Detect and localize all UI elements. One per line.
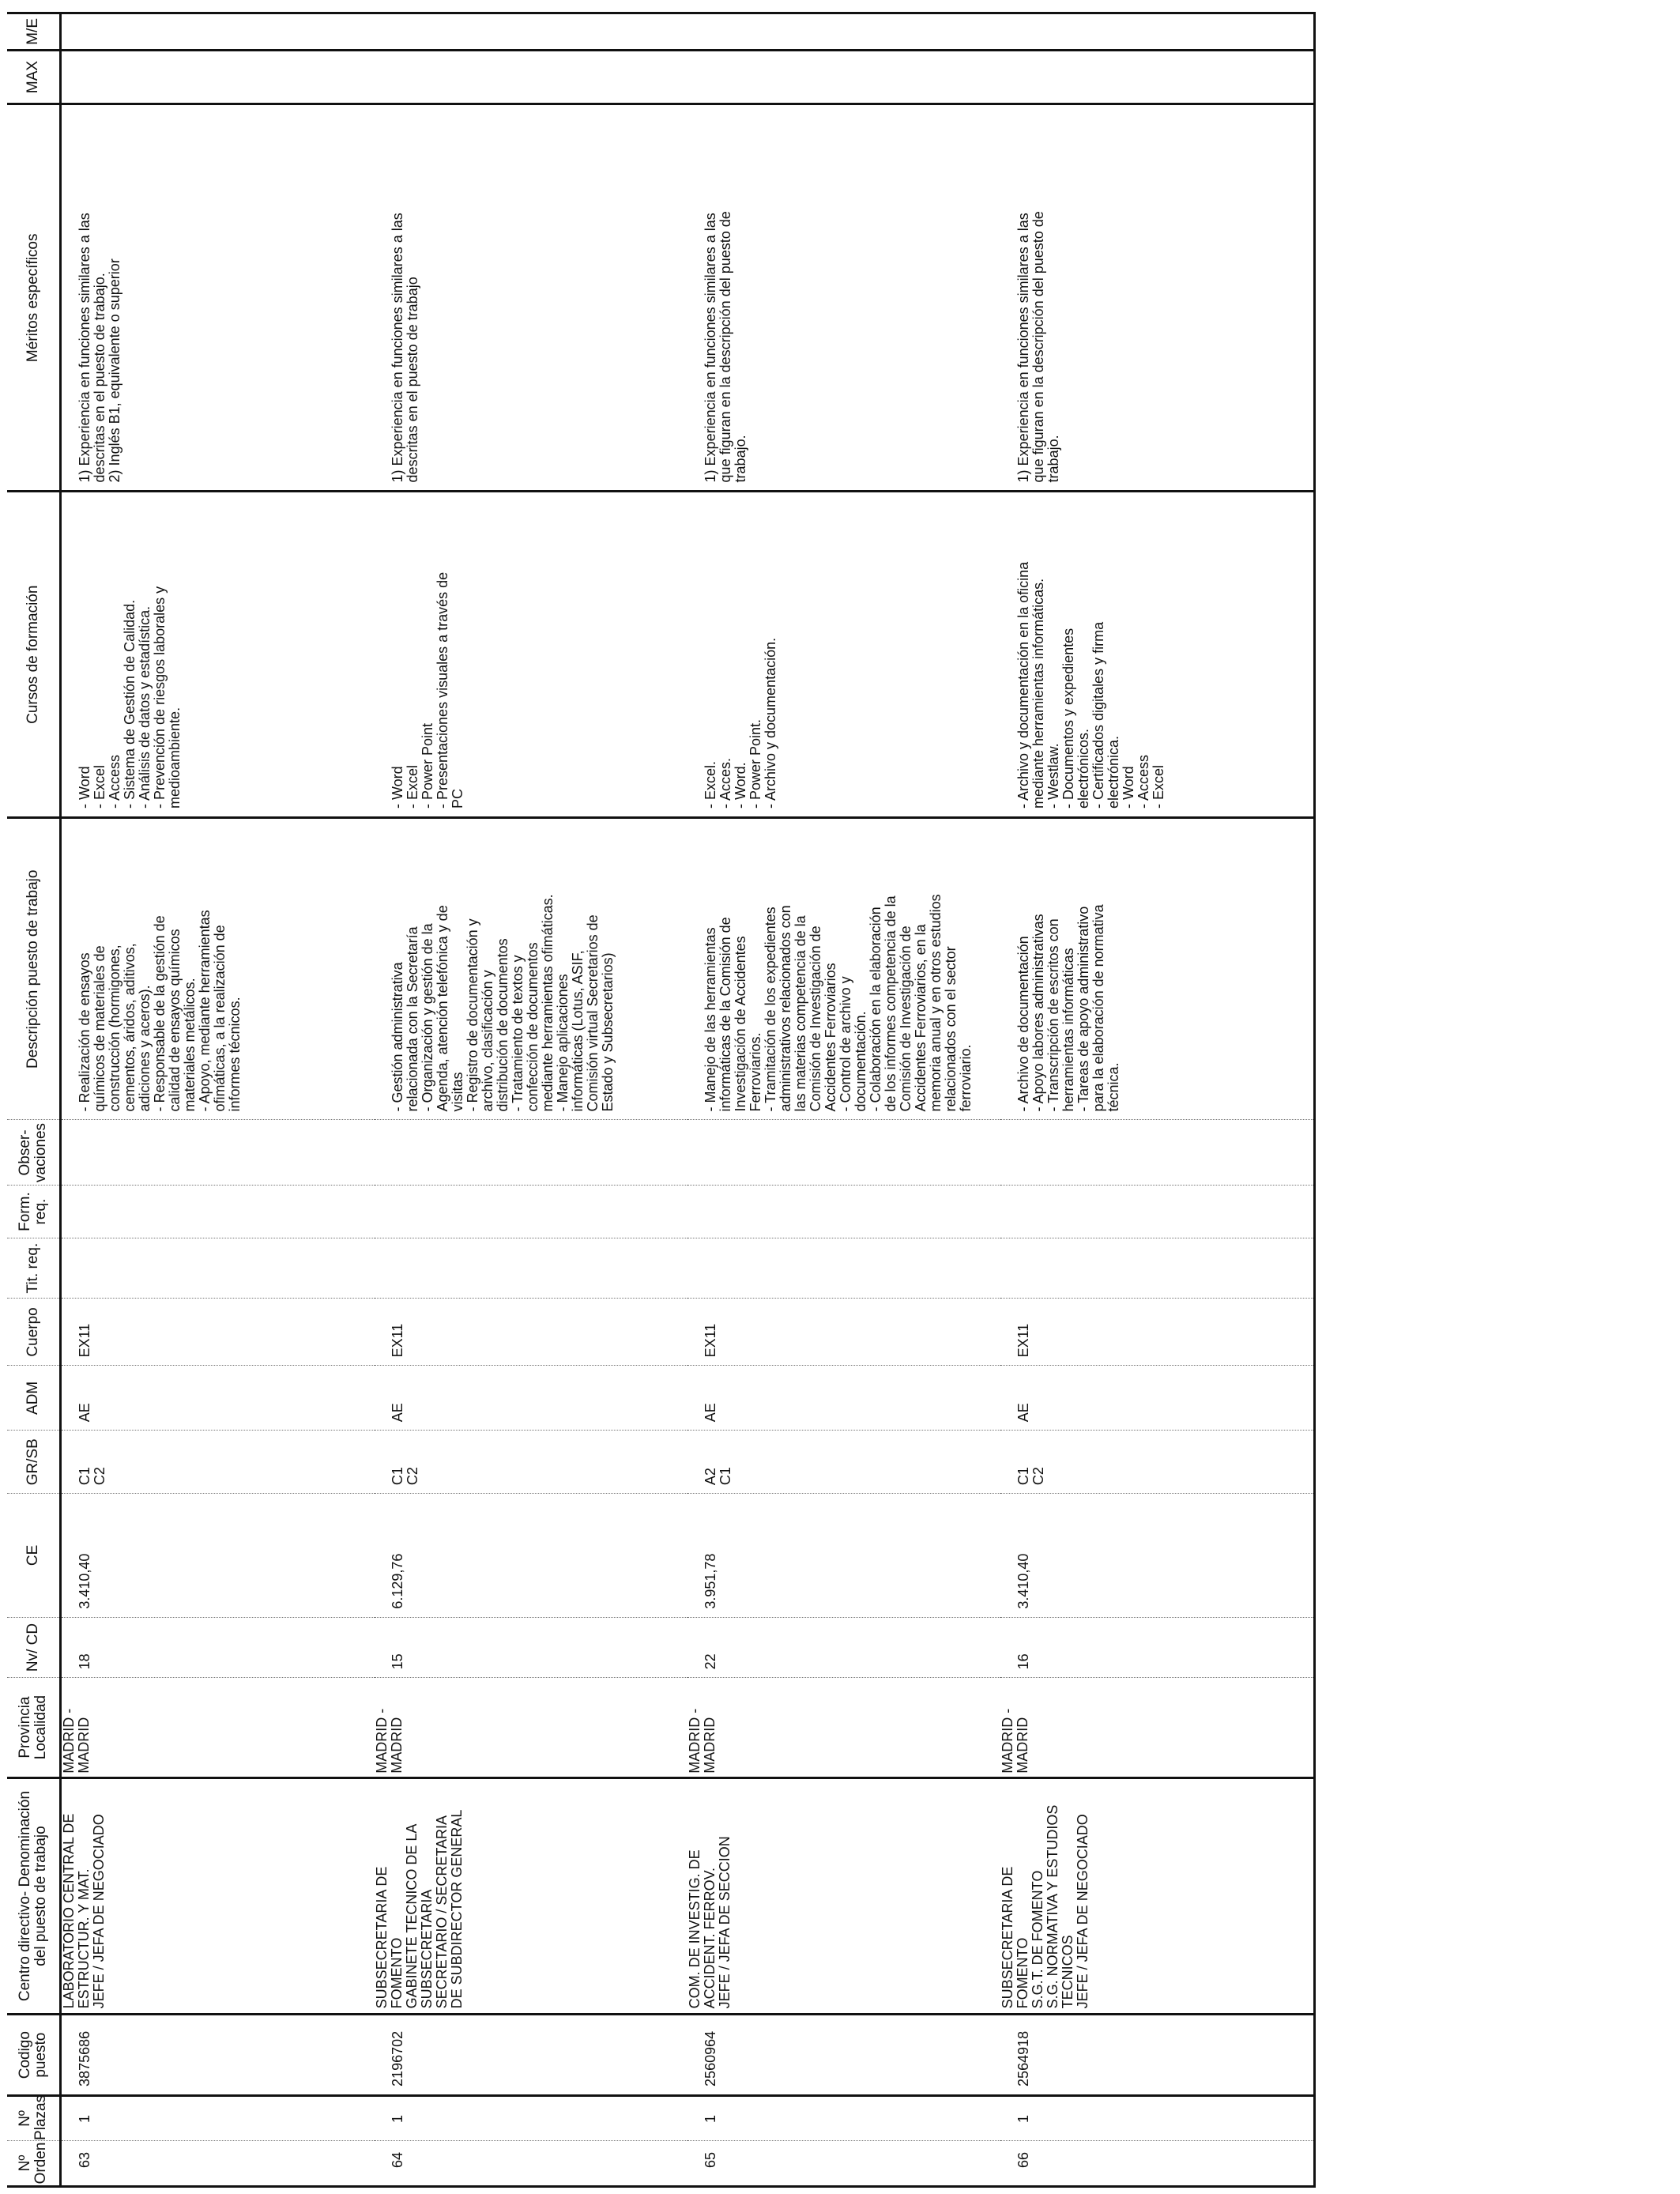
header-centro: Centro directivo- Denominación del puesto de trabajo	[7, 1777, 61, 2015]
cell-ce: 6.129,76	[375, 1494, 687, 1618]
header-me: M/E	[7, 13, 61, 51]
cell-grupo: C1 C2	[375, 1431, 687, 1494]
cell-max	[61, 50, 375, 104]
table-row	[1000, 13, 1315, 2187]
cell-centro: COM. DE INVESTIG. DE ACCIDENT. FERROV. JEFE / JEFA DE SECCION	[687, 1777, 1000, 2015]
cell-nivel: 22	[687, 1617, 1000, 1678]
cell-me	[61, 13, 375, 51]
cell-me	[687, 13, 1000, 51]
cell-observaciones	[1000, 1120, 1315, 1186]
cell-descripcion: - Realización de ensayos químicos de materiales de construcción (hormigones, cementos, áridos, aditivos, adiciones y aceros). - Responsable de la gestión de calidad de ensayos químicos materiales metálicos. - Apoyo, mediante herramientas ofimáticas, a la realización de informes técnicos.	[61, 818, 375, 1120]
cell-plazas: 1	[1000, 2095, 1315, 2140]
cell-codigo: 2196702	[375, 2015, 687, 2096]
cell-ce: 3.410,40	[1000, 1494, 1315, 1618]
header-descripcion: Descripción puesto de trabajo	[7, 818, 61, 1120]
header-ce: CE	[7, 1494, 61, 1618]
cell-descripcion: - Manejo de las herramientas informáticas de la Comisión de Investigación de Accidentes Ferroviarios. - Tramitación de los expedientes administrativos relacionados con las materias competencia de la Comisión de Investigación de Accidentes Ferroviarios - Control de archivo y documentación. - Colaboración en la elaboración de los informes competencia de la Comisión de Investigación de Accidentes Ferroviarios, en la memoria anual y en otros estudios relacionados con el sector ferroviario.	[687, 818, 1000, 1120]
cell-ce: 3.951,78	[687, 1494, 1000, 1618]
cell-meritos: 1) Experiencia en funciones similares a las que figuran en la descripción del puesto de trabajo.	[1000, 104, 1315, 492]
header-orden: Nº Orden	[7, 2140, 61, 2186]
cell-codigo: 2564918	[1000, 2015, 1315, 2096]
cell-orden: 64	[375, 2140, 687, 2186]
table-header-row	[7, 13, 61, 2187]
cell-cuerpo: EX11	[1000, 1299, 1315, 1366]
cell-meritos: 1) Experiencia en funciones similares a las descritas en el puesto de trabajo. 2) Inglés B1, equivalente o superior	[61, 104, 375, 492]
cell-descripcion: - Archivo de documentación - Apoyo labores administrativas - Transcripción de escritos con herramientas informáticas - Tareas de apoyo administrativo para la elaboración de normativa técnica.	[1000, 818, 1315, 1120]
cell-cuerpo: EX11	[687, 1299, 1000, 1366]
cell-nivel: 18	[61, 1617, 375, 1678]
header-formacion: Form. req.	[7, 1186, 61, 1238]
cell-centro: SUBSECRETARIA DE FOMENTO S.G.T. DE FOMENTO S.G. NORMATIVA Y ESTUDIOS TECNICOS JEFE / JEFA DE NEGOCIADO	[1000, 1777, 1315, 2015]
cell-provincia: MADRID - MADRID	[1000, 1678, 1315, 1777]
cell-cursos: - Word - Excel - Power Point - Presentaciones visuales a través de PC	[375, 492, 687, 818]
header-adm: ADM	[7, 1366, 61, 1431]
header-titulacion: Tit. req.	[7, 1238, 61, 1299]
cell-adm: AE	[687, 1366, 1000, 1431]
cell-adm: AE	[61, 1366, 375, 1431]
cell-titulacion	[375, 1238, 687, 1299]
cell-grupo: A2 C1	[687, 1431, 1000, 1494]
table-row	[375, 13, 687, 2187]
cell-grupo: C1 C2	[61, 1431, 375, 1494]
cell-plazas: 1	[687, 2095, 1000, 2140]
cell-plazas: 1	[61, 2095, 375, 2140]
cell-orden: 63	[61, 2140, 375, 2186]
cell-observaciones	[687, 1120, 1000, 1186]
cell-meritos: 1) Experiencia en funciones similares a las descritas en el puesto de trabajo	[375, 104, 687, 492]
cell-codigo: 3875686	[61, 2015, 375, 2096]
header-cuerpo: Cuerpo	[7, 1299, 61, 1366]
cell-cuerpo: EX11	[61, 1299, 375, 1366]
header-codigo: Codigo puesto	[7, 2015, 61, 2096]
cell-formacion	[61, 1186, 375, 1238]
cell-observaciones	[375, 1120, 687, 1186]
header-nivel: Nv/ CD	[7, 1617, 61, 1678]
cell-codigo: 2560964	[687, 2015, 1000, 2096]
cell-titulacion	[687, 1238, 1000, 1299]
cell-cuerpo: EX11	[375, 1299, 687, 1366]
cell-max	[375, 50, 687, 104]
cell-max	[687, 50, 1000, 104]
cell-grupo: C1 C2	[1000, 1431, 1315, 1494]
cell-adm: AE	[1000, 1366, 1315, 1431]
cell-cursos: - Archivo y documentación en la oficina mediante herramientas informáticas. - Westlaw. - Documentos y expedientes electrónicos. - Certificados digitales y firma electrónica. - Word - Access - Excel	[1000, 492, 1315, 818]
cell-plazas: 1	[375, 2095, 687, 2140]
header-max: MAX	[7, 50, 61, 104]
cell-formacion	[687, 1186, 1000, 1238]
cell-centro: SUBSECRETARIA DE FOMENTO GABINETE TECNICO DE LA SUBSECRETARIA SECRETARIO / SECRETARIA DE SUBDIRECTOR GENERAL	[375, 1777, 687, 2015]
positions-table	[7, 12, 1316, 2188]
cell-orden: 66	[1000, 2140, 1315, 2186]
header-provincia: Provincia Localidad	[7, 1678, 61, 1777]
cell-observaciones	[61, 1120, 375, 1186]
cell-provincia: MADRID - MADRID	[687, 1678, 1000, 1777]
cell-provincia: MADRID - MADRID	[61, 1678, 375, 1777]
cell-titulacion	[1000, 1238, 1315, 1299]
header-meritos: Méritos específicos	[7, 104, 61, 492]
cell-formacion	[375, 1186, 687, 1238]
cell-nivel: 16	[1000, 1617, 1315, 1678]
cell-max	[1000, 50, 1315, 104]
cell-nivel: 15	[375, 1617, 687, 1678]
cell-meritos: 1) Experiencia en funciones similares a las que figuran en la descripción del puesto de trabajo.	[687, 104, 1000, 492]
cell-descripcion: - Gestión administrativa relacionada con la Secretaría - Organización y gestión de la Agenda, atención telefónica y de visitas - Registro de documentación y archivo, clasificación y distribución de documentos - Tratamiento de textos y confección de documentos mediante herramientas ofimáticas. - Manejo aplicaciones informáticas (Lotus, ASIF, Comisión virtual Secretarios de Estado y Subsecretarios)	[375, 818, 687, 1120]
table-row	[61, 13, 375, 2187]
header-grupo: GR/SB	[7, 1431, 61, 1494]
table-row	[687, 13, 1000, 2187]
cell-me	[375, 13, 687, 51]
cell-cursos: - Word - Excel - Access - Sistema de Gestión de Calidad. - Análisis de datos y estadística. - Prevención de riesgos laborales y medioambiente.	[61, 492, 375, 818]
cell-me	[1000, 13, 1315, 51]
cell-titulacion	[61, 1238, 375, 1299]
cell-centro: LABORATORIO CENTRAL DE ESTRUCTUR. Y MAT. JEFE / JEFA DE NEGOCIADO	[61, 1777, 375, 2015]
cell-formacion	[1000, 1186, 1315, 1238]
header-cursos: Cursos de formación	[7, 492, 61, 818]
header-observaciones: Obser- vaciones	[7, 1120, 61, 1186]
cell-cursos: - Excel. - Acces. - Word. - Power Point. - Archivo y documentación.	[687, 492, 1000, 818]
cell-provincia: MADRID - MADRID	[375, 1678, 687, 1777]
cell-orden: 65	[687, 2140, 1000, 2186]
cell-ce: 3.410,40	[61, 1494, 375, 1618]
header-plazas: Nº Plazas	[7, 2095, 61, 2140]
cell-adm: AE	[375, 1366, 687, 1431]
